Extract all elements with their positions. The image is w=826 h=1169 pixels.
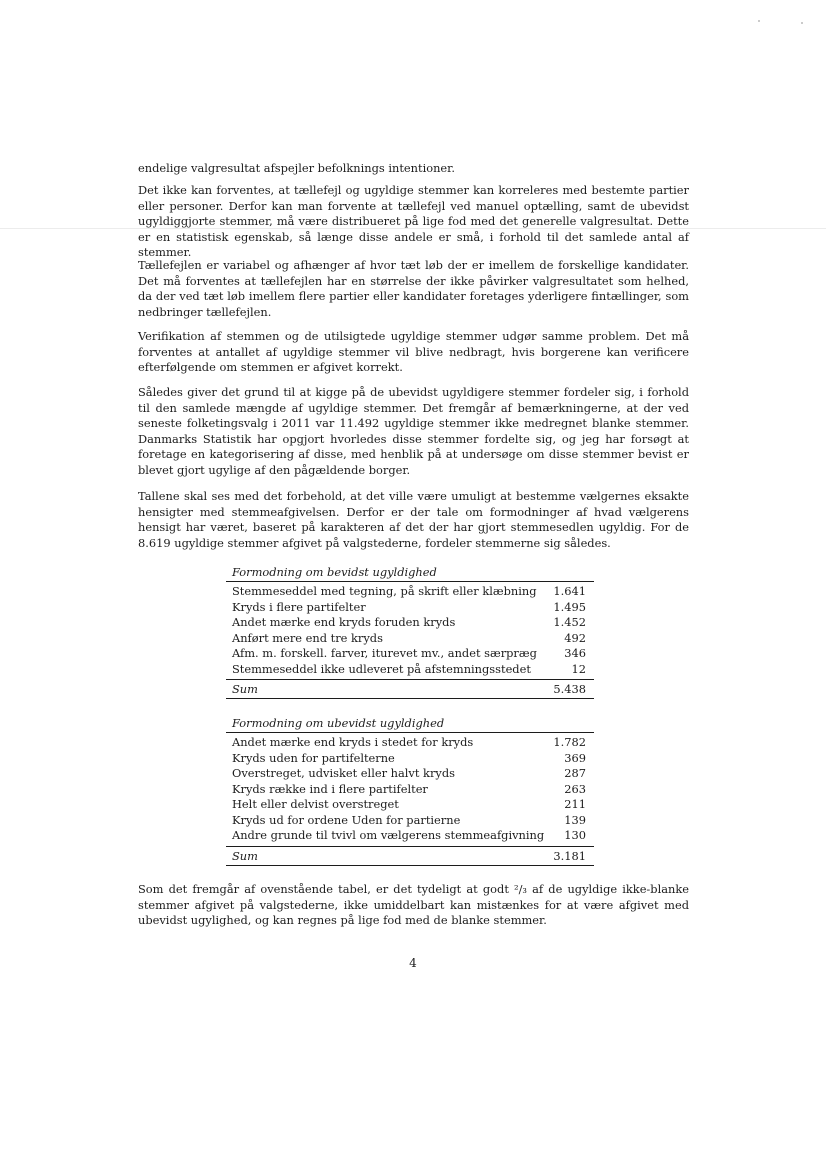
row-label: Kryds i flere partifelter [232,599,366,614]
row-value: 1.641 [553,584,586,598]
row-value: 287 [564,766,586,780]
table-unintentional-invalid [226,716,594,866]
row-label: Stemmeseddel med tegning, på skrift eller klæbning [232,584,537,598]
row-value: 369 [564,750,586,765]
row-label: Afm. m. forskell. farver, iturevet mv., andet særpræg [232,646,537,660]
table-row [226,631,594,647]
row-value: 139 [564,812,586,827]
row-label: Andre grunde til tvivl om vælgerens stemmeafgivning [232,828,545,842]
scan-speck [758,20,760,22]
row-label: Kryds ud for ordene Uden for partierne [232,812,461,827]
table-row [226,751,594,767]
table-caption: Formodning om ubevidst ugyldighed [232,716,445,730]
row-label: Kryds uden for partifelterne [232,750,395,765]
table-row [226,782,594,798]
scan-speck [801,22,803,24]
row-value: 1.452 [553,615,586,629]
table-row [226,584,594,600]
paragraph-text: Verifikation af stemmen og de utilsigtede ugyldige stemmer udgør samme problem. Det må forventes at antallet af ugyldige stemmer vil blive nedbragt, hvis borgerene kan verificere efterfølgende om stemmen er afgivet korrekt. [138,329,689,375]
row-label: Anført mere end tre kryds [232,630,383,645]
paragraph-text: Tallene skal ses med det forbehold, at det ville være umuligt at bestemme vælgernes eksakte hensigter med stemmeafgivelsen. Derfor er der tale om formodninger af hvad vælgerens hensigt har været, baseret på karakteren af det der har gjort stemmesedlen ugyldig. For de 8.619 ugyldige stemmer afgivet på valgstederne, fordeler stemmerne sig således. [138,489,689,550]
paragraph-reservation [138,489,689,551]
table-rule [226,865,594,866]
row-label: Andet mærke end kryds i stedet for kryds [232,735,474,749]
table-row [226,662,594,678]
row-value: 1.495 [553,599,586,614]
paragraph-invalid-votes [138,385,689,479]
paragraph-continuation [138,161,689,177]
row-value: 492 [564,630,586,645]
sum-value: 3.181 [553,848,586,863]
table-row [226,600,594,616]
sum-value: 5.438 [553,682,586,696]
paragraph-text: Tællefejlen er variabel og afhænger af hvor tæt løb der er imellem de forskellige kandidater. Det må forventes at tællefejlen har en størrelse der ikke påvirker valgresultatet som helhed, da der ved tæt løb imellem flere partier eller kandidater foretages yderligere fintællinger, som nedbringer tællefejlen. [138,258,689,319]
paragraph-conclusion [138,882,689,929]
row-value: 346 [564,646,586,660]
paragraph-text: Det ikke kan forventes, at tællefejl og ugyldige stemmer kan korreleres med bestemte partier eller personer. Derfor kan man forvente at tællefejl ved manuel optælling, samt de ubevidst ugyldiggjorte stemmer, må være distribueret på lige fod med det generelle valgresultat. Dette er en statistisk egenskab, så længe disse andele er små, i forhold til det samlede antal af stemmer. [138,183,689,260]
row-label: Helt eller delvist overstreget [232,797,399,811]
row-value: 130 [564,828,586,842]
paragraph-verification [138,329,689,376]
table-sum-row [226,847,594,865]
row-label: Overstreget, udvisket eller halvt kryds [232,766,455,780]
paragraph-counting-error [138,258,689,320]
table-caption: Formodning om bevidst ugyldighed [232,565,437,579]
table-row [226,735,594,751]
row-value: 263 [564,781,586,796]
row-label: Stemmeseddel ikke udleveret på afstemningsstedet [232,661,531,676]
sum-label: Sum [232,682,258,696]
table-body [226,733,594,846]
page-number: 4 [409,956,417,970]
table-row [226,646,594,662]
sum-label: Sum [232,848,258,863]
table-intentional-invalid [226,565,594,699]
row-label: Andet mærke end kryds foruden kryds [232,615,456,629]
table-row [226,828,594,844]
row-value: 1.782 [553,735,586,749]
table-row [226,766,594,782]
paragraph-text: Således giver det grund til at kigge på de ubevidst ugyldigere stemmer fordeler sig, i forhold til den samlede mængde af ugyldige stemmer. Det fremgår af bemærkningerne, at der ved seneste folketingsvalg i 2011 var 11.492 ugyldige stemmer ikke medregnet blanke stemmer. Danmarks Statistik har opgjort hvorledes disse stemmer fordelte sig, og jeg har forsøgt at foretage en kategorisering af disse, med henblik på at undersøge om disse stemmer bevist er blevet gjort ugylige af den pågældende borger. [138,385,689,477]
paragraph-correlation [138,183,689,261]
table-row [226,797,594,813]
table-sum-row [226,680,594,698]
table-body [226,582,594,679]
paragraph-text: Som det fremgår af ovenstående tabel, er det tydeligt at godt ²/₃ af de ugyldige ikke-blanke stemmer afgivet på valgstederne, ikke umiddelbart kan mistænkes for at være afgivet med ubevidst ugylighed, og kan regnes på lige fod med de blanke stemmer. [138,882,689,928]
table-row [226,813,594,829]
row-value: 12 [571,661,586,676]
row-value: 211 [564,797,586,811]
table-row [226,615,594,631]
table-rule [226,698,594,699]
paragraph-text: endelige valgresultat afspejler befolknings intentioner. [138,161,455,175]
row-label: Kryds række ind i flere partifelter [232,781,428,796]
